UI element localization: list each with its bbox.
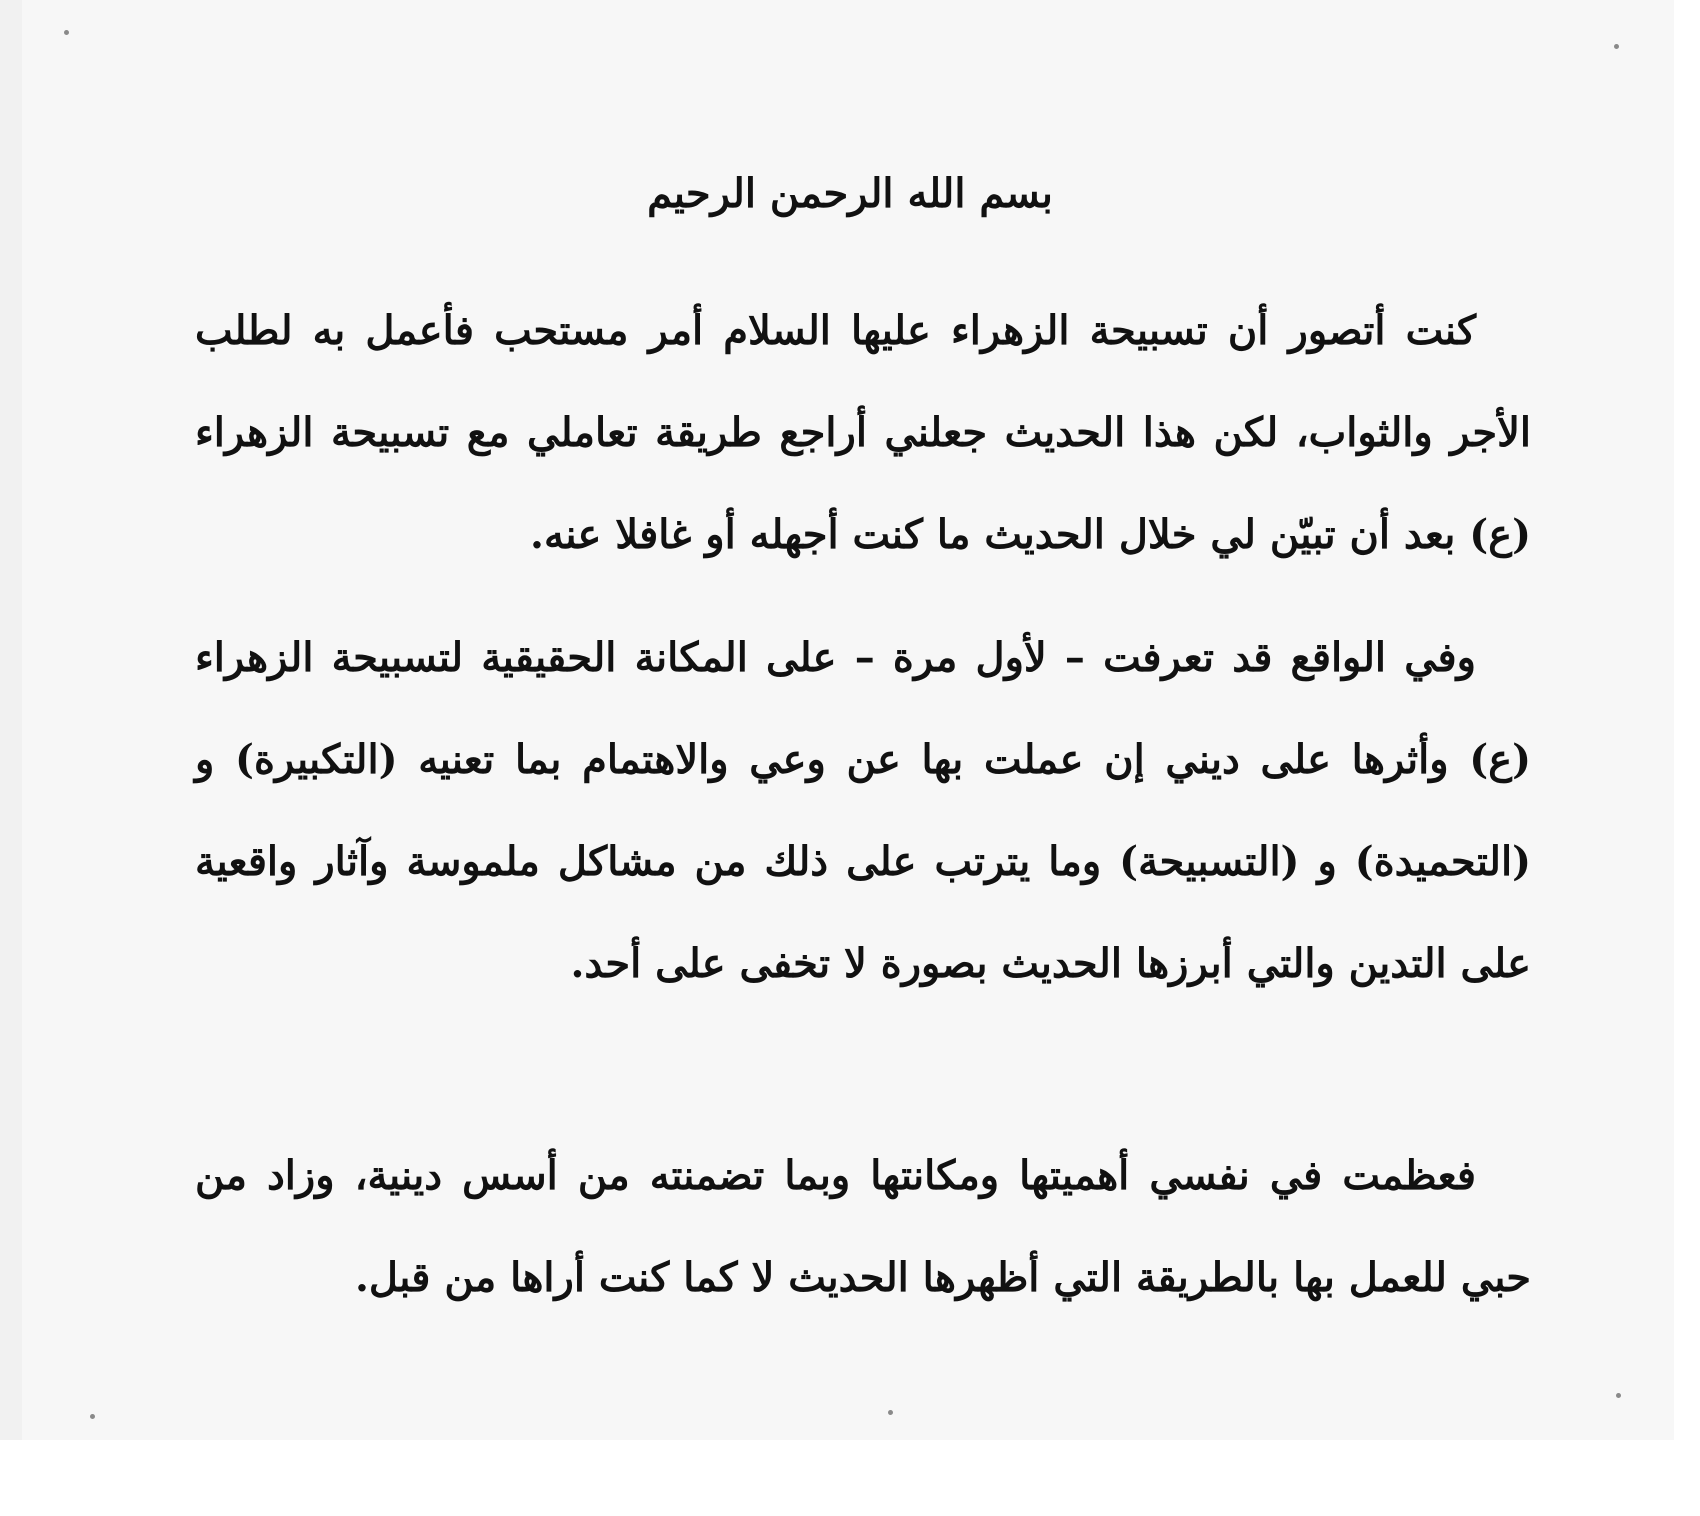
paragraph-2: وفي الواقع قد تعرفت – لأول مرة – على المكانة الحقيقية لتسبيحة الزهراء (ع) وأثرها على ديني إن عملت بها عن وعي والاهتمام بما تعنيه (التكبيرة) و (التحميدة) و (التسبيحة) وما يترتب على ذلك من مشاكل ملموسة وآثار واقعية على التدين والتي أبرزها الحديث بصورة لا تخفى على أحد. bbox=[195, 634, 1531, 987]
paragraph-3: فعظمت في نفسي أهميتها ومكانتها وبما تضمنته من أسس دينية، وزاد من حبي للعمل بها بالطريقة التي أظهرها الحديث لا كما كنت أراها من قبل. bbox=[195, 1152, 1531, 1301]
scan-speck bbox=[1616, 1393, 1621, 1398]
page-title: بسم الله الرحمن الرحيم bbox=[647, 170, 1053, 217]
paragraph-1: كنت أتصور أن تسبيحة الزهراء عليها السلام أمر مستحب فأعمل به لطلب الأجر والثواب، لكن هذا الحديث جعلني أراجع طريقة تعاملي مع تسبيحة الزهراء (ع) بعد أن تبيّن لي خلال الحديث ما كنت أجهله أو غافلا عنه. bbox=[195, 307, 1531, 558]
scan-speck bbox=[888, 1410, 893, 1415]
scan-speck bbox=[90, 1414, 95, 1419]
scan-speck bbox=[1614, 44, 1619, 49]
scan-speck bbox=[64, 30, 69, 35]
